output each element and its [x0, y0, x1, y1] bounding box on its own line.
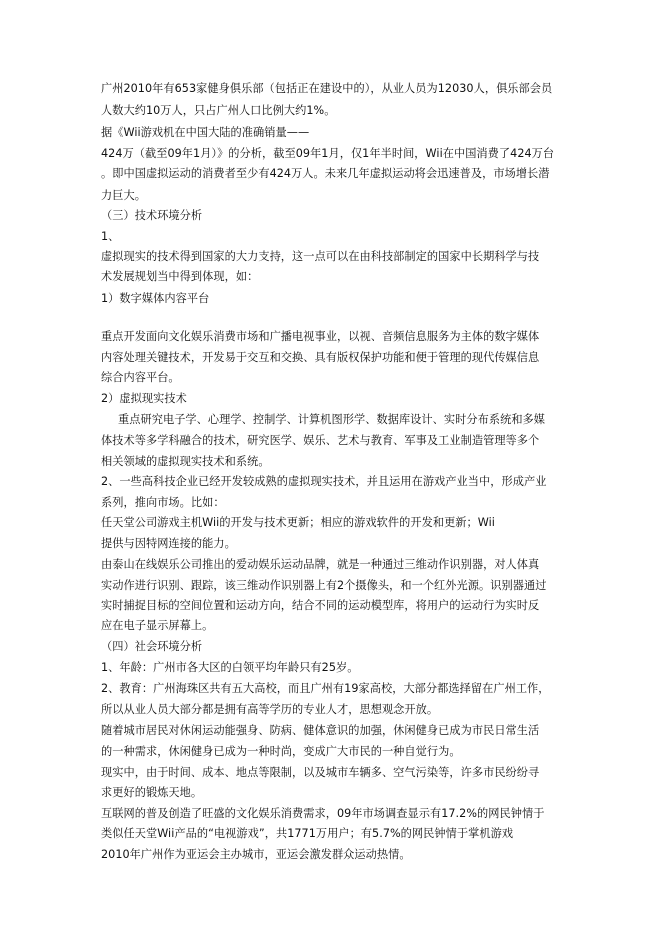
- text-line: 重点开发面向文化娱乐消费市场和广播电视事业，以视、音频信息服务为主体的数字媒体: [101, 330, 540, 343]
- text-line: 类似任天堂Wii产品的“电视游戏”，共1771万用户；有5.7%的网民钟情于掌机游戏: [101, 827, 514, 840]
- text-line: 实时捕捉目标的空间位置和运动方向，结合不同的运动模型库，将用户的运动行为实时反: [101, 599, 540, 612]
- text-line: 现实中，由于时间、成本、地点等限制，以及城市车辆多、空气污染等，许多市民纷纷寻: [101, 766, 540, 779]
- text-line: 术发展规划当中得到体现，如：: [101, 270, 259, 283]
- text-line: 相关领域的虚拟现实技术和系统。: [101, 455, 270, 468]
- text-line: 力巨大。: [101, 189, 146, 202]
- text-line: 系列，推向市场。比如：: [101, 496, 225, 509]
- text-line: 广州2010年有653家健身俱乐部（包括正在建设中的），从业人员为12030人，俱乐部会员: [101, 82, 553, 95]
- subheading: 2）虚拟现实技术: [101, 392, 187, 405]
- text-line: 2、教育：广州海珠区共有五大高校，而且广州有19家高校，大部分都选择留在广州工作，: [101, 682, 550, 695]
- text-line: 互联网的普及创造了旺盛的文化娱乐消费需求，09年市场调查显示有17.2%的网民钟情于: [101, 807, 545, 820]
- text-line: 2010年广州作为亚运会主办城市，亚运会激发群众运动热情。: [101, 848, 411, 861]
- text-line: 任天堂公司游戏主机Wii的开发与技术更新；相应的游戏软件的开发和更新；Wii: [101, 516, 495, 529]
- subheading: 1）数字媒体内容平台: [101, 292, 210, 305]
- text-line: 。即中国虚拟运动的消费者至少有424万人。未来几年虚拟运动将会迅速普及，市场增长潜: [101, 167, 550, 180]
- section-heading: （三）技术环境分析: [101, 209, 203, 222]
- text-line: 实动作进行识别、跟踪，该三维动作识别器上有2个摄像头，和一个红外光源。识别器通过: [101, 579, 547, 592]
- text-line: 应在电子显示屏幕上。: [101, 619, 214, 632]
- text-line: 424万（截至09年1月）》的分析，截至09年1月，仅1年半时间，Wii在中国消费了424万台: [101, 147, 555, 160]
- text-line: 的一种需求，休闲健身已成为一种时尚，变成广大市民的一种自觉行为。: [101, 745, 461, 758]
- text-line: 2、一些高科技企业已经开发较成熟的虚拟现实技术，并且运用在游戏产业当中，形成产业: [101, 475, 547, 488]
- section-heading: （四）社会环境分析: [101, 640, 203, 653]
- text-line: 由泰山在线娱乐公司推出的爱动娱乐运动品牌，就是一种通过三维动作识别器，对人体真: [101, 558, 540, 571]
- text-line: 所以从业人员大部分都是拥有高等学历的专业人才，思想观念开放。: [101, 703, 439, 716]
- list-marker: 1、: [101, 230, 120, 243]
- text-line: 1、年龄：广州市各大区的白领平均年龄只有25岁。: [101, 661, 359, 674]
- text-line: 人数大约10万人，只占广州人口比例大约1%。: [101, 104, 336, 117]
- text-line: 内容处理关键技术，开发易于交互和交换、具有版权保护功能和便于管理的现代传媒信息: [101, 351, 540, 364]
- text-line: 体技术等多学科融合的技术，研究医学、娱乐、艺术与教育、军事及工业制造管理等多个: [101, 434, 540, 447]
- text-line: 虚拟现实的技术得到国家的大力支持，这一点可以在由科技部制定的国家中长期科学与技: [101, 250, 540, 263]
- text-line: 提供与因特网连接的能力。: [101, 537, 236, 550]
- text-line: 据《Wii游戏机在中国大陆的准确销量——: [101, 126, 310, 139]
- text-line: 求更好的锻炼天地。: [101, 786, 203, 799]
- text-line: 重点研究电子学、心理学、控制学、计算机图形学、数据库设计、实时分布系统和多媒: [118, 413, 546, 426]
- text-line: 综合内容平台。: [101, 371, 180, 384]
- text-line: 随着城市居民对休闲运动能强身、防病、健体意识的加强，休闲健身已成为市民日常生活: [101, 724, 540, 737]
